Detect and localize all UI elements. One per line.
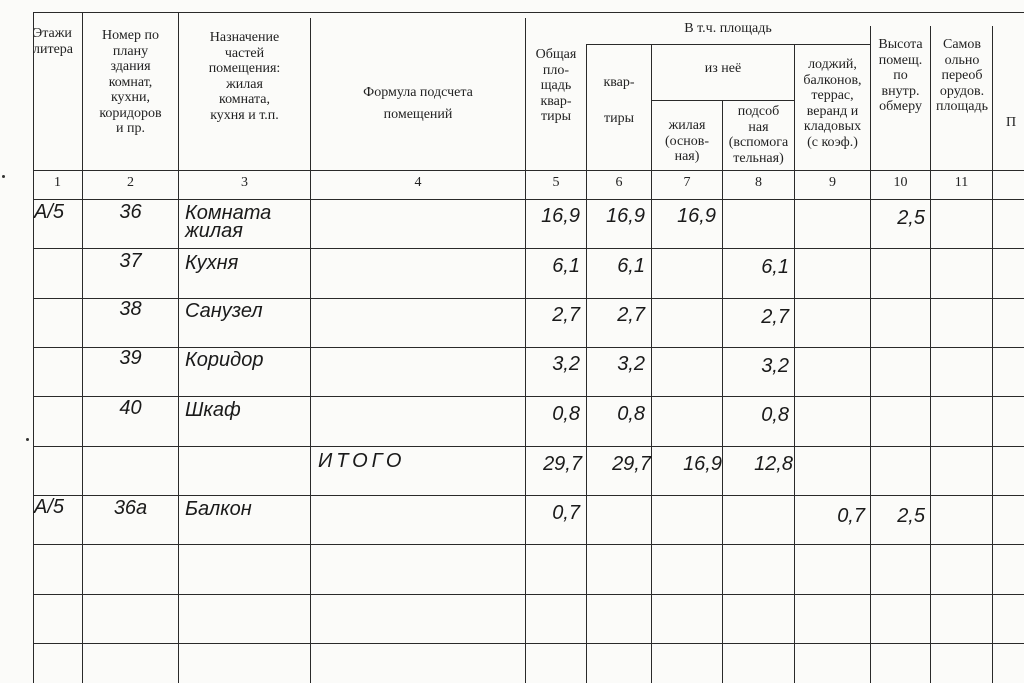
column-number: 3 [241, 175, 248, 190]
header-apartment-area: квар- тиры [603, 75, 635, 126]
column-number: 5 [552, 175, 560, 190]
grid-line [651, 100, 794, 101]
grid-line [33, 446, 1024, 447]
total-area: 3,2 [552, 353, 580, 375]
room-name: Кухня [185, 252, 239, 274]
auxiliary-area: 0,8 [761, 404, 789, 426]
total-area: 0,8 [552, 403, 580, 425]
total-area: 2,7 [552, 304, 580, 326]
header-of-which: из неё [704, 61, 742, 76]
auxiliary-area: 3,2 [761, 355, 789, 377]
header-formula: Формула подсчета помещений [363, 85, 473, 122]
apartment-area: 3,2 [617, 353, 645, 375]
grid-line [33, 298, 1024, 299]
apartment-area: 0,8 [617, 403, 645, 425]
column-number: 2 [127, 175, 134, 190]
scan-speck [26, 438, 29, 441]
grid-line [33, 594, 1024, 595]
room-name: Шкаф [185, 399, 241, 421]
room-name: Балкон [185, 498, 252, 520]
grid-line [33, 643, 1024, 644]
header-room-purpose: Назначение частей помещения: жилая комната, кухня и т.п. [208, 30, 281, 123]
living-area: 16,9 [677, 205, 716, 227]
room-number: 40 [119, 397, 142, 419]
grid-line [870, 26, 871, 683]
height: 2,5 [897, 505, 925, 527]
header-auxiliary-area: подсоб ная (вспомога тельная) [728, 104, 789, 166]
room-number: 37 [119, 250, 142, 272]
grid-line [930, 26, 931, 683]
auxiliary-area: 6,1 [761, 256, 789, 278]
room-number: 39 [119, 347, 142, 369]
total-area: 0,7 [552, 502, 580, 524]
room-name: Комната жилая [185, 202, 272, 242]
room-name: Коридор [185, 349, 264, 371]
column-number: 10 [893, 175, 908, 190]
total-area: 16,9 [541, 205, 580, 227]
room-number: 38 [119, 298, 142, 320]
header-unauthorized-area: Самов ольно переоб орудов. площадь [936, 37, 988, 114]
grid-line [33, 199, 1024, 200]
living-area: 16,9 [683, 453, 722, 475]
total-area: 6,1 [552, 255, 580, 277]
header-area-group: В т.ч. площадь [684, 21, 772, 36]
balcony-area: 0,7 [837, 505, 865, 527]
apartment-area: 16,9 [606, 205, 645, 227]
header-living-area: жилая (основ- ная) [665, 118, 709, 164]
header-total-area: Общая пло- щадь квар- тиры [535, 47, 577, 124]
height: 2,5 [897, 207, 925, 229]
room-name: Санузел [185, 300, 263, 322]
header-room-number: Номер по плану здания комнат, кухни, коридоров и пр. [99, 28, 162, 136]
grid-line [33, 544, 1024, 545]
grid-line [33, 170, 1024, 171]
column-number: 4 [414, 175, 422, 190]
header-next-column: П [1006, 115, 1017, 130]
auxiliary-area: 12,8 [754, 453, 793, 475]
floor-letter: А/5 [34, 201, 65, 223]
header-height: Высота помещ. по внутр. обмеру [878, 37, 923, 114]
column-number: 1 [54, 175, 61, 190]
scan-speck [2, 175, 5, 178]
grid-line [33, 347, 1024, 348]
total-label: ИТОГО [318, 450, 406, 472]
auxiliary-area: 2,7 [761, 306, 789, 328]
total-area: 29,7 [543, 453, 582, 475]
column-number: 11 [954, 175, 969, 190]
header-balcony-area: лоджий, балконов, террас, веранд и кладовых (с коэф.) [803, 57, 862, 150]
apartment-area: 29,7 [612, 453, 651, 475]
grid-line [33, 495, 1024, 496]
column-number: 8 [755, 175, 762, 190]
apartment-area: 6,1 [617, 255, 645, 277]
grid-line [586, 44, 870, 45]
apartment-area: 2,7 [617, 304, 645, 326]
grid-line [33, 396, 1024, 397]
room-number: 36а [113, 497, 148, 519]
column-number: 6 [615, 175, 623, 190]
header-floor: Этажи литера [33, 26, 74, 57]
room-number: 36 [119, 201, 142, 223]
floor-letter: А/5 [34, 496, 65, 518]
column-number: 9 [829, 175, 836, 190]
grid-line [33, 248, 1024, 249]
grid-line [33, 12, 1024, 13]
column-number: 7 [683, 175, 691, 190]
grid-line [992, 26, 993, 683]
